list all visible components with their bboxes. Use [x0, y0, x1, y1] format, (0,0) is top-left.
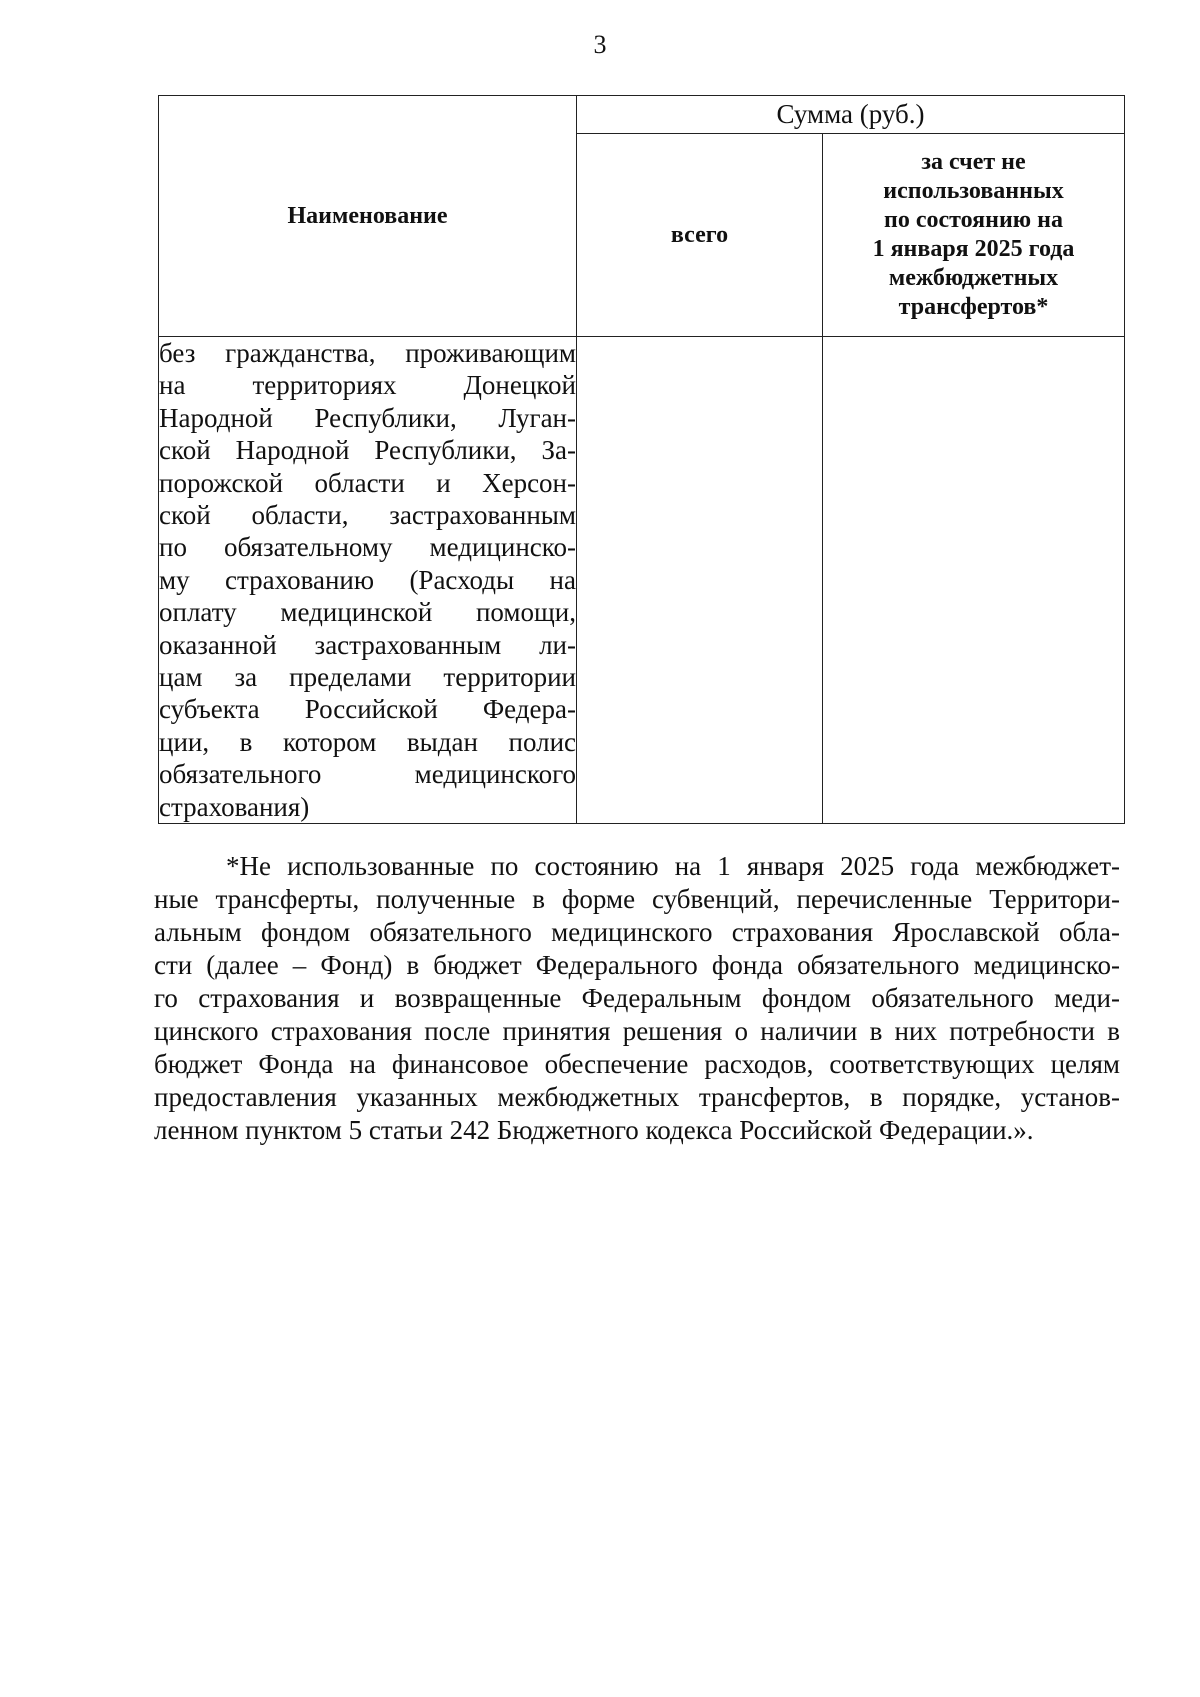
row-name-line: по обязательному медицинско-: [159, 532, 576, 563]
header-sum-group: Сумма (руб.): [577, 96, 1125, 134]
row-total-cell: [577, 337, 823, 824]
row-name-line: субъекта Российской Федера-: [159, 694, 576, 725]
footnote-line: ные трансферты, полученные в форме субвенций, перечисленные Территори-: [154, 884, 1120, 914]
row-name-line: порожской области и Херсон-: [159, 467, 576, 498]
footnote-line: сти (далее – Фонд) в бюджет Федерального фонда обязательного медицинско-: [154, 950, 1120, 980]
footnote-line: бюджет Фонда на финансовое обеспечение расходов, соответствующих целям: [154, 1049, 1120, 1079]
header-unused-line: использованных: [883, 178, 1064, 204]
header-unused-line: по состоянию на: [884, 207, 1063, 233]
footnote-line: предоставления указанных межбюджетных трансфертов, в порядке, установ-: [154, 1082, 1120, 1112]
footnote-line: альным фондом обязательного медицинского страхования Ярославской обла-: [154, 917, 1120, 947]
footnote-line: цинского страхования после принятия решения о наличии в них потребности в: [154, 1016, 1120, 1046]
table-header-row-1: [159, 96, 1125, 134]
row-unused-cell: [823, 337, 1125, 824]
row-name-line: му страхованию (Расходы на: [159, 564, 576, 595]
footnote-line: го страхования и возвращенные Федеральным фондом обязательного меди-: [154, 983, 1120, 1013]
row-name-line: ской области, застрахованным: [159, 500, 576, 531]
row-name-line: цам за пределами территории: [159, 662, 576, 693]
footnote-line: *Не использованные по состоянию на 1 января 2025 года межбюджет-: [226, 851, 1120, 881]
header-unused-line: 1 января 2025 года: [872, 236, 1075, 262]
row-name-line: на территориях Донецкой: [159, 370, 576, 401]
row-name-line: оплату медицинской помощи,: [159, 597, 576, 628]
table-row: [159, 337, 1125, 824]
footnote: [154, 850, 1120, 1147]
footnote-line: ленном пунктом 5 статьи 242 Бюджетного кодекса Российской Федерации.».: [154, 1115, 1034, 1145]
header-unused-line: трансфертов*: [898, 294, 1049, 320]
header-unused-line: за счет не: [921, 149, 1026, 175]
header-unused-line: межбюджетных: [888, 265, 1059, 291]
row-name-line: ции, в котором выдан полис: [159, 726, 576, 757]
header-total: всего: [577, 134, 823, 337]
header-name: Наименование: [159, 96, 577, 337]
page-number: 3: [593, 30, 607, 59]
row-name-line: Народной Республики, Луган-: [159, 402, 576, 433]
row-name: [159, 337, 577, 824]
row-name-line: обязательного медицинского: [159, 759, 576, 790]
budget-table: [158, 95, 1125, 824]
row-name-line: ской Народной Республики, За-: [159, 435, 576, 466]
header-unused: [823, 134, 1125, 337]
row-name-line: страхования): [159, 791, 310, 822]
row-name-line: оказанной застрахованным ли-: [159, 629, 576, 660]
row-name-line: без гражданства, проживающим: [159, 338, 576, 368]
